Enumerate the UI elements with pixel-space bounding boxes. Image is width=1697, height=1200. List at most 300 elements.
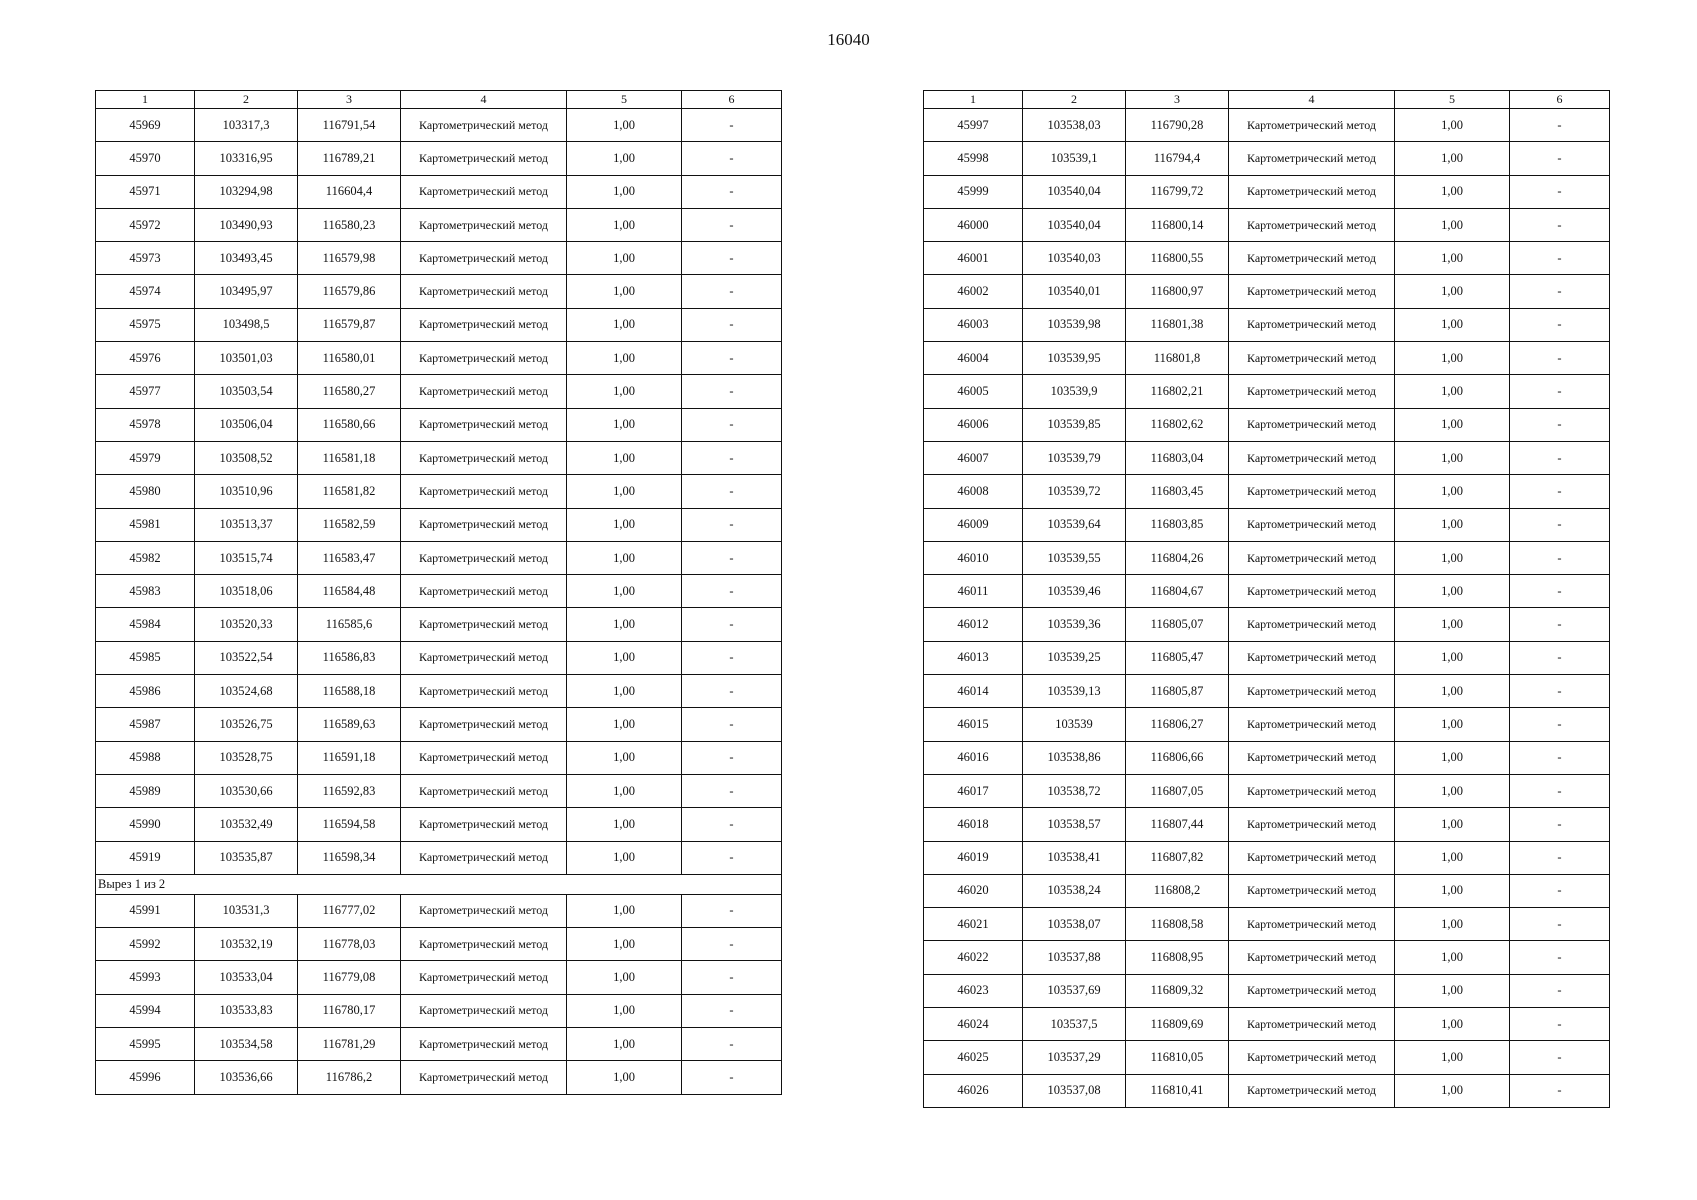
description-cell: - [1510, 142, 1610, 175]
method-cell: Картометрический метод [401, 841, 567, 874]
table-row [96, 675, 782, 708]
description-cell: - [682, 275, 782, 308]
table-row [924, 774, 1610, 807]
x-coordinate-cell: 103536,66 [195, 1061, 298, 1094]
table-row [924, 908, 1610, 941]
point-number-cell: 45974 [96, 275, 195, 308]
description-cell: - [1510, 1008, 1610, 1041]
column-header: 2 [195, 91, 298, 109]
accuracy-cell: 1,00 [1395, 541, 1510, 574]
table-row [924, 874, 1610, 907]
accuracy-cell: 1,00 [567, 208, 682, 241]
table-row [924, 275, 1610, 308]
accuracy-cell: 1,00 [1395, 1041, 1510, 1074]
x-coordinate-cell: 103498,5 [195, 308, 298, 341]
description-cell: - [682, 894, 782, 927]
x-coordinate-cell: 103495,97 [195, 275, 298, 308]
table-row [96, 508, 782, 541]
accuracy-cell: 1,00 [567, 408, 682, 441]
method-cell: Картометрический метод [1229, 242, 1395, 275]
method-cell: Картометрический метод [1229, 1074, 1395, 1107]
description-cell: - [682, 208, 782, 241]
x-coordinate-cell: 103540,03 [1023, 242, 1126, 275]
x-coordinate-cell: 103513,37 [195, 508, 298, 541]
table-row [96, 242, 782, 275]
left-header-row [96, 91, 782, 109]
point-number-cell: 46004 [924, 342, 1023, 375]
point-number-cell: 46016 [924, 741, 1023, 774]
method-cell: Картометрический метод [1229, 608, 1395, 641]
x-coordinate-cell: 103506,04 [195, 408, 298, 441]
description-cell: - [1510, 441, 1610, 474]
column-header: 3 [298, 91, 401, 109]
point-number-cell: 46008 [924, 475, 1023, 508]
point-number-cell: 45980 [96, 475, 195, 508]
x-coordinate-cell: 103539,1 [1023, 142, 1126, 175]
y-coordinate-cell: 116579,87 [298, 308, 401, 341]
x-coordinate-cell: 103524,68 [195, 675, 298, 708]
point-number-cell: 45983 [96, 575, 195, 608]
accuracy-cell: 1,00 [567, 741, 682, 774]
method-cell: Картометрический метод [401, 208, 567, 241]
accuracy-cell: 1,00 [1395, 908, 1510, 941]
y-coordinate-cell: 116591,18 [298, 741, 401, 774]
accuracy-cell: 1,00 [1395, 441, 1510, 474]
point-number-cell: 45975 [96, 308, 195, 341]
point-number-cell: 46025 [924, 1041, 1023, 1074]
y-coordinate-cell: 116807,05 [1126, 774, 1229, 807]
point-number-cell: 45989 [96, 774, 195, 807]
method-cell: Картометрический метод [401, 142, 567, 175]
point-number-cell: 45993 [96, 961, 195, 994]
method-cell: Картометрический метод [401, 308, 567, 341]
accuracy-cell: 1,00 [1395, 175, 1510, 208]
y-coordinate-cell: 116594,58 [298, 808, 401, 841]
x-coordinate-cell: 103294,98 [195, 175, 298, 208]
accuracy-cell: 1,00 [567, 475, 682, 508]
y-coordinate-cell: 116584,48 [298, 575, 401, 608]
accuracy-cell: 1,00 [1395, 1008, 1510, 1041]
point-number-cell: 45984 [96, 608, 195, 641]
description-cell: - [1510, 974, 1610, 1007]
point-number-cell: 45992 [96, 928, 195, 961]
y-coordinate-cell: 116781,29 [298, 1028, 401, 1061]
column-header: 4 [401, 91, 567, 109]
y-coordinate-cell: 116806,66 [1126, 741, 1229, 774]
point-number-cell: 46002 [924, 275, 1023, 308]
y-coordinate-cell: 116800,14 [1126, 208, 1229, 241]
method-cell: Картометрический метод [401, 1028, 567, 1061]
y-coordinate-cell: 116579,86 [298, 275, 401, 308]
accuracy-cell: 1,00 [1395, 308, 1510, 341]
x-coordinate-cell: 103316,95 [195, 142, 298, 175]
description-cell: - [1510, 808, 1610, 841]
description-cell: - [1510, 608, 1610, 641]
x-coordinate-cell: 103539,85 [1023, 408, 1126, 441]
description-cell: - [682, 441, 782, 474]
y-coordinate-cell: 116807,82 [1126, 841, 1229, 874]
y-coordinate-cell: 116598,34 [298, 841, 401, 874]
method-cell: Картометрический метод [1229, 541, 1395, 574]
y-coordinate-cell: 116790,28 [1126, 109, 1229, 142]
point-number-cell: 46022 [924, 941, 1023, 974]
method-cell: Картометрический метод [1229, 475, 1395, 508]
method-cell: Картометрический метод [1229, 808, 1395, 841]
right-coordinates-table [923, 90, 1610, 1108]
table-row [924, 675, 1610, 708]
left-coordinates-table [95, 90, 782, 1095]
x-coordinate-cell: 103533,04 [195, 961, 298, 994]
point-number-cell: 45991 [96, 894, 195, 927]
y-coordinate-cell: 116583,47 [298, 541, 401, 574]
description-cell: - [1510, 908, 1610, 941]
x-coordinate-cell: 103537,69 [1023, 974, 1126, 1007]
table-row [924, 941, 1610, 974]
description-cell: - [1510, 1041, 1610, 1074]
method-cell: Картометрический метод [401, 774, 567, 807]
y-coordinate-cell: 116604,4 [298, 175, 401, 208]
method-cell: Картометрический метод [401, 994, 567, 1027]
column-header: 6 [1510, 91, 1610, 109]
description-cell: - [1510, 275, 1610, 308]
table-row [924, 242, 1610, 275]
method-cell: Картометрический метод [1229, 641, 1395, 674]
y-coordinate-cell: 116581,18 [298, 441, 401, 474]
column-header: 4 [1229, 91, 1395, 109]
method-cell: Картометрический метод [1229, 375, 1395, 408]
point-number-cell: 46019 [924, 841, 1023, 874]
y-coordinate-cell: 116580,23 [298, 208, 401, 241]
method-cell: Картометрический метод [1229, 508, 1395, 541]
accuracy-cell: 1,00 [1395, 841, 1510, 874]
point-number-cell: 45988 [96, 741, 195, 774]
x-coordinate-cell: 103531,3 [195, 894, 298, 927]
description-cell: - [682, 308, 782, 341]
x-coordinate-cell: 103537,5 [1023, 1008, 1126, 1041]
point-number-cell: 45919 [96, 841, 195, 874]
y-coordinate-cell: 116809,69 [1126, 1008, 1229, 1041]
y-coordinate-cell: 116581,82 [298, 475, 401, 508]
method-cell: Картометрический метод [401, 641, 567, 674]
description-cell: - [1510, 109, 1610, 142]
x-coordinate-cell: 103539,25 [1023, 641, 1126, 674]
accuracy-cell: 1,00 [567, 308, 682, 341]
accuracy-cell: 1,00 [1395, 874, 1510, 907]
column-header: 1 [924, 91, 1023, 109]
method-cell: Картометрический метод [401, 741, 567, 774]
x-coordinate-cell: 103539,46 [1023, 575, 1126, 608]
table-row [924, 808, 1610, 841]
y-coordinate-cell: 116804,26 [1126, 541, 1229, 574]
accuracy-cell: 1,00 [567, 774, 682, 807]
table-row [96, 1061, 782, 1094]
method-cell: Картометрический метод [1229, 1041, 1395, 1074]
x-coordinate-cell: 103539,72 [1023, 475, 1126, 508]
accuracy-cell: 1,00 [1395, 275, 1510, 308]
method-cell: Картометрический метод [401, 175, 567, 208]
y-coordinate-cell: 116779,08 [298, 961, 401, 994]
y-coordinate-cell: 116801,8 [1126, 342, 1229, 375]
table-row [96, 175, 782, 208]
accuracy-cell: 1,00 [567, 1061, 682, 1094]
y-coordinate-cell: 116805,07 [1126, 608, 1229, 641]
accuracy-cell: 1,00 [1395, 508, 1510, 541]
accuracy-cell: 1,00 [567, 441, 682, 474]
method-cell: Картометрический метод [401, 408, 567, 441]
table-row [924, 408, 1610, 441]
x-coordinate-cell: 103490,93 [195, 208, 298, 241]
x-coordinate-cell: 103533,83 [195, 994, 298, 1027]
accuracy-cell: 1,00 [567, 961, 682, 994]
y-coordinate-cell: 116801,38 [1126, 308, 1229, 341]
table-row [96, 408, 782, 441]
method-cell: Картометрический метод [1229, 142, 1395, 175]
x-coordinate-cell: 103518,06 [195, 575, 298, 608]
accuracy-cell: 1,00 [567, 608, 682, 641]
table-row [924, 441, 1610, 474]
method-cell: Картометрический метод [401, 275, 567, 308]
x-coordinate-cell: 103540,04 [1023, 208, 1126, 241]
description-cell: - [682, 928, 782, 961]
method-cell: Картометрический метод [1229, 208, 1395, 241]
point-number-cell: 45995 [96, 1028, 195, 1061]
point-number-cell: 45977 [96, 375, 195, 408]
table-row [96, 308, 782, 341]
point-number-cell: 46001 [924, 242, 1023, 275]
method-cell: Картометрический метод [401, 242, 567, 275]
y-coordinate-cell: 116803,04 [1126, 441, 1229, 474]
description-cell: - [682, 375, 782, 408]
point-number-cell: 45985 [96, 641, 195, 674]
method-cell: Картометрический метод [1229, 275, 1395, 308]
description-cell: - [682, 994, 782, 1027]
table-row [924, 175, 1610, 208]
y-coordinate-cell: 116803,85 [1126, 508, 1229, 541]
accuracy-cell: 1,00 [567, 708, 682, 741]
method-cell: Картометрический метод [1229, 774, 1395, 807]
x-coordinate-cell: 103538,24 [1023, 874, 1126, 907]
table-row [96, 142, 782, 175]
table-row [96, 741, 782, 774]
column-header: 2 [1023, 91, 1126, 109]
method-cell: Картометрический метод [401, 608, 567, 641]
table-row [924, 641, 1610, 674]
accuracy-cell: 1,00 [567, 109, 682, 142]
accuracy-cell: 1,00 [567, 541, 682, 574]
method-cell: Картометрический метод [401, 375, 567, 408]
table-row [96, 894, 782, 927]
y-coordinate-cell: 116800,97 [1126, 275, 1229, 308]
description-cell: - [682, 1061, 782, 1094]
x-coordinate-cell: 103493,45 [195, 242, 298, 275]
accuracy-cell: 1,00 [567, 894, 682, 927]
point-number-cell: 46020 [924, 874, 1023, 907]
accuracy-cell: 1,00 [567, 675, 682, 708]
description-cell: - [1510, 475, 1610, 508]
y-coordinate-cell: 116805,87 [1126, 675, 1229, 708]
method-cell: Картометрический метод [1229, 941, 1395, 974]
point-number-cell: 46012 [924, 608, 1023, 641]
description-cell: - [1510, 641, 1610, 674]
point-number-cell: 45969 [96, 109, 195, 142]
method-cell: Картометрический метод [401, 808, 567, 841]
description-cell: - [682, 641, 782, 674]
y-coordinate-cell: 116589,63 [298, 708, 401, 741]
accuracy-cell: 1,00 [567, 841, 682, 874]
table-row [96, 808, 782, 841]
description-cell: - [682, 475, 782, 508]
table-row [96, 375, 782, 408]
y-coordinate-cell: 116789,21 [298, 142, 401, 175]
table-row [924, 541, 1610, 574]
accuracy-cell: 1,00 [567, 242, 682, 275]
table-row [924, 608, 1610, 641]
y-coordinate-cell: 116579,98 [298, 242, 401, 275]
point-number-cell: 45996 [96, 1061, 195, 1094]
table-row [96, 1028, 782, 1061]
point-number-cell: 46000 [924, 208, 1023, 241]
y-coordinate-cell: 116791,54 [298, 109, 401, 142]
accuracy-cell: 1,00 [1395, 242, 1510, 275]
description-cell: - [1510, 941, 1610, 974]
y-coordinate-cell: 116588,18 [298, 675, 401, 708]
point-number-cell: 46021 [924, 908, 1023, 941]
accuracy-cell: 1,00 [1395, 109, 1510, 142]
y-coordinate-cell: 116799,72 [1126, 175, 1229, 208]
y-coordinate-cell: 116808,95 [1126, 941, 1229, 974]
accuracy-cell: 1,00 [1395, 774, 1510, 807]
x-coordinate-cell: 103538,72 [1023, 774, 1126, 807]
method-cell: Картометрический метод [1229, 175, 1395, 208]
y-coordinate-cell: 116780,17 [298, 994, 401, 1027]
accuracy-cell: 1,00 [1395, 974, 1510, 1007]
accuracy-cell: 1,00 [1395, 741, 1510, 774]
point-number-cell: 46011 [924, 575, 1023, 608]
x-coordinate-cell: 103539 [1023, 708, 1126, 741]
accuracy-cell: 1,00 [1395, 208, 1510, 241]
description-cell: - [1510, 208, 1610, 241]
column-header: 3 [1126, 91, 1229, 109]
point-number-cell: 45978 [96, 408, 195, 441]
x-coordinate-cell: 103530,66 [195, 774, 298, 807]
point-number-cell: 46024 [924, 1008, 1023, 1041]
point-number-cell: 46023 [924, 974, 1023, 1007]
point-number-cell: 45997 [924, 109, 1023, 142]
table-row [924, 741, 1610, 774]
table-row [96, 708, 782, 741]
description-cell: - [682, 242, 782, 275]
table-row [924, 109, 1610, 142]
y-coordinate-cell: 116582,59 [298, 508, 401, 541]
description-cell: - [1510, 675, 1610, 708]
table-row [96, 342, 782, 375]
x-coordinate-cell: 103540,01 [1023, 275, 1126, 308]
description-cell: - [682, 608, 782, 641]
accuracy-cell: 1,00 [567, 994, 682, 1027]
description-cell: - [682, 741, 782, 774]
table-row [96, 961, 782, 994]
column-header: 5 [1395, 91, 1510, 109]
column-header: 6 [682, 91, 782, 109]
accuracy-cell: 1,00 [567, 928, 682, 961]
accuracy-cell: 1,00 [1395, 641, 1510, 674]
table-row [924, 1074, 1610, 1107]
column-header: 1 [96, 91, 195, 109]
description-cell: - [1510, 741, 1610, 774]
description-cell: - [1510, 308, 1610, 341]
point-number-cell: 45990 [96, 808, 195, 841]
method-cell: Картометрический метод [401, 342, 567, 375]
x-coordinate-cell: 103537,29 [1023, 1041, 1126, 1074]
table-row [924, 575, 1610, 608]
description-cell: - [1510, 874, 1610, 907]
accuracy-cell: 1,00 [1395, 575, 1510, 608]
y-coordinate-cell: 116806,27 [1126, 708, 1229, 741]
accuracy-cell: 1,00 [567, 641, 682, 674]
point-number-cell: 45973 [96, 242, 195, 275]
description-cell: - [1510, 575, 1610, 608]
accuracy-cell: 1,00 [567, 342, 682, 375]
table-row [924, 342, 1610, 375]
x-coordinate-cell: 103515,74 [195, 541, 298, 574]
accuracy-cell: 1,00 [567, 375, 682, 408]
method-cell: Картометрический метод [401, 961, 567, 994]
x-coordinate-cell: 103537,08 [1023, 1074, 1126, 1107]
method-cell: Картометрический метод [401, 675, 567, 708]
section-label: Вырез 1 из 2 [96, 874, 782, 894]
method-cell: Картометрический метод [1229, 908, 1395, 941]
y-coordinate-cell: 116580,01 [298, 342, 401, 375]
x-coordinate-cell: 103538,07 [1023, 908, 1126, 941]
x-coordinate-cell: 103538,03 [1023, 109, 1126, 142]
x-coordinate-cell: 103508,52 [195, 441, 298, 474]
description-cell: - [682, 342, 782, 375]
point-number-cell: 45987 [96, 708, 195, 741]
right-header-row [924, 91, 1610, 109]
table-row [924, 142, 1610, 175]
point-number-cell: 46017 [924, 774, 1023, 807]
method-cell: Картометрический метод [401, 575, 567, 608]
point-number-cell: 46015 [924, 708, 1023, 741]
x-coordinate-cell: 103538,86 [1023, 741, 1126, 774]
table-row [96, 541, 782, 574]
description-cell: - [1510, 774, 1610, 807]
table-row [96, 641, 782, 674]
x-coordinate-cell: 103501,03 [195, 342, 298, 375]
x-coordinate-cell: 103540,04 [1023, 175, 1126, 208]
method-cell: Картометрический метод [401, 928, 567, 961]
point-number-cell: 46009 [924, 508, 1023, 541]
accuracy-cell: 1,00 [1395, 408, 1510, 441]
column-header: 5 [567, 91, 682, 109]
accuracy-cell: 1,00 [567, 508, 682, 541]
x-coordinate-cell: 103539,64 [1023, 508, 1126, 541]
table-row [924, 475, 1610, 508]
accuracy-cell: 1,00 [1395, 708, 1510, 741]
description-cell: - [682, 708, 782, 741]
y-coordinate-cell: 116802,62 [1126, 408, 1229, 441]
y-coordinate-cell: 116800,55 [1126, 242, 1229, 275]
method-cell: Картометрический метод [401, 541, 567, 574]
y-coordinate-cell: 116580,27 [298, 375, 401, 408]
description-cell: - [682, 961, 782, 994]
x-coordinate-cell: 103539,79 [1023, 441, 1126, 474]
accuracy-cell: 1,00 [1395, 808, 1510, 841]
x-coordinate-cell: 103522,54 [195, 641, 298, 674]
method-cell: Картометрический метод [1229, 109, 1395, 142]
table-row [96, 109, 782, 142]
method-cell: Картометрический метод [401, 1061, 567, 1094]
